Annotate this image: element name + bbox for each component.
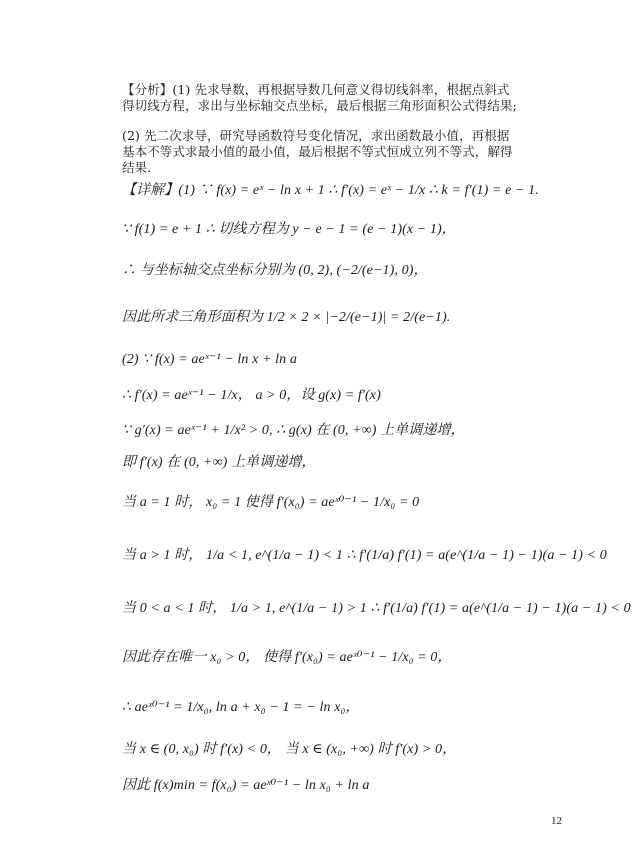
analysis-part1: 【分析】(1) 先求导数，再根据导数几何意义得切线斜率，根据点斜式得切线方程，求出与坐标轴交点坐标，最后根据三角形面积公式得结果; <box>122 82 517 113</box>
page-number: 12 <box>551 815 562 827</box>
detail-line-6: ∴ f′(x) = aeˣ⁻¹ − 1/x， a > 0，设 g(x) = f′(x) <box>122 388 381 403</box>
detail-line-3: ∴ 与坐标轴交点坐标分别为 (0, 2), (−2/(e−1), 0)， <box>122 263 428 278</box>
detail-line-15: 因此 f(x)min = f(x₀) = aeˣ⁰⁻¹ − ln x₀ + ln a <box>122 778 370 793</box>
detail-line-7: ∵ g′(x) = aeˣ⁻¹ + 1/x² > 0, ∴ g(x) 在 (0, +∞) 上单调递增， <box>122 423 465 438</box>
detail-line-9: 当 a = 1 时， x₀ = 1 使得 f′(x₀) = aeˣ⁰⁻¹ − 1/x₀ = 0 <box>122 495 420 510</box>
detail-line-5: (2) ∵ f(x) = aeˣ⁻¹ − ln x + ln a <box>122 352 297 367</box>
detail-line-8: 即 f′(x) 在 (0, +∞) 上单调递增， <box>122 455 316 470</box>
detail-line-4: 因此所求三角形面积为 1/2 × 2 × |−2/(e−1)| = 2/(e−1). <box>122 310 451 325</box>
detail-line-2: ∵ f(1) = e + 1 ∴ 切线方程为 y − e − 1 = (e − 1)(x − 1)， <box>122 222 456 237</box>
detail-line-11: 当 0 < a < 1 时， 1/a > 1, e^(1/a − 1) > 1 ∴ f′(1/a) f′(1) = a(e^(1/a − 1) − 1)(a − 1) < 0 <box>122 601 631 616</box>
analysis-part2: (2) 先二次求导，研究导函数符号变化情况，求出函数最小值，再根据基本不等式求最小值的最小值，最后根据不等式恒成立列不等式，解得结果. <box>122 128 513 175</box>
detail-line-13: ∴ aeˣ⁰⁻¹ = 1/x₀, ln a + x₀ − 1 = − ln x₀， <box>122 700 360 715</box>
detail-line-1: 【详解】(1) ∵ f(x) = eˣ − ln x + 1 ∴ f′(x) = eˣ − 1/x ∴ k = f′(1) = e − 1. <box>122 183 539 198</box>
detail-line-14: 当 x ∈ (0, x₀) 时 f′(x) < 0， 当 x ∈ (x₀, +∞) 时 f′(x) > 0， <box>122 742 457 757</box>
detail-line-12: 因此存在唯一 x₀ > 0， 使得 f′(x₀) = aeˣ⁰⁻¹ − 1/x₀ = 0， <box>122 650 452 665</box>
detail-line-10: 当 a > 1 时， 1/a < 1, e^(1/a − 1) < 1 ∴ f′(1/a) f′(1) = a(e^(1/a − 1) − 1)(a − 1) < 0 <box>122 548 607 563</box>
